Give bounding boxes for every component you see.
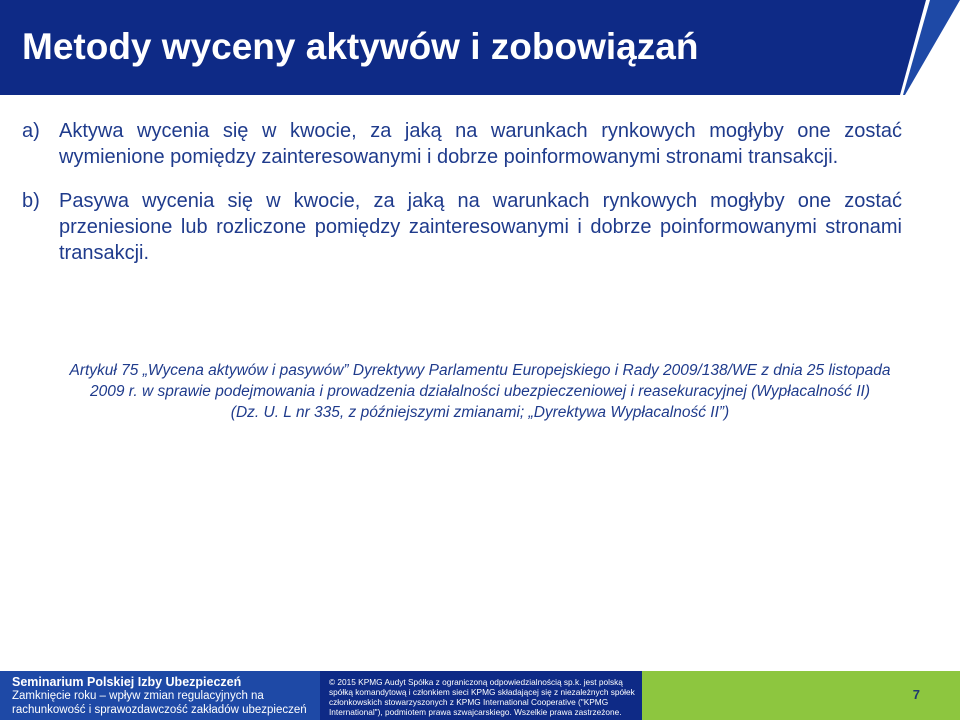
citation-line: (Dz. U. L nr 335, z późniejszymi zmianami; „Dyrektywa Wypłacalność II”) [230,404,730,421]
list-marker: a) [22,120,40,142]
citation-line: Artykuł 75 „Wycena aktywów i pasywów” Dyrektywy Parlamentu Europejskiego i Rady 2009/138/WE z dnia 25 listopada [69,362,891,379]
article-citation [40,360,920,423]
footer-event-title: Seminarium Polskiej Izby Ubezpieczeń [12,675,242,689]
slide-content [22,118,902,284]
list-marker: b) [22,190,40,212]
slide-title: Metody wyceny aktywów i zobowiązań [22,26,699,67]
footer [0,671,960,720]
title-banner [0,0,960,95]
citation-line: 2009 r. w sprawie podejmowania i prowadzenia działalności ubezpieczeniowej i reasekuracyjnej (Wypłacalność II) [90,383,870,400]
list-text: Aktywa wycenia się w kwocie, za jaką na warunkach rynkowych mogłyby one zostać wymienione pomiędzy zainteresowanymi i dobrze poinformowanymi stronami transakcji. [59,120,902,168]
copyright-line: International"), podmiotem prawa szwajcarskiego. Wszelkie prawa zastrzeżone. [329,707,622,717]
list-text: Pasywa wycenia się w kwocie, za jaką na warunkach rynkowych mogłyby one zostać przeniesione lub rozliczone pomiędzy zainteresowanymi i dobrze poinformowanymi stronami transakcji. [59,190,902,264]
copyright-line: spółką komandytową i członkiem sieci KPMG składającej się z niezależnych spółek [329,687,635,697]
list-item-a [22,118,902,170]
footer-event-subtitle: Zamknięcie roku – wpływ zmian regulacyjnych na [12,690,264,702]
footer-event-info [0,671,320,720]
footer-page-area [642,671,960,720]
page-number: 7 [912,687,920,702]
copyright-line: © 2015 KPMG Audyt Spółka z ograniczoną odpowiedzialnością sp.k. jest polską [329,677,623,687]
footer-copyright [320,671,642,720]
footer-event-subtitle: rachunkowość i sprawozdawczość zakładów ubezpieczeń [12,704,307,716]
copyright-line: członkowskich stowarzyszonych z KPMG International Cooperative ("KPMG [329,697,609,707]
list-item-b [22,188,902,266]
